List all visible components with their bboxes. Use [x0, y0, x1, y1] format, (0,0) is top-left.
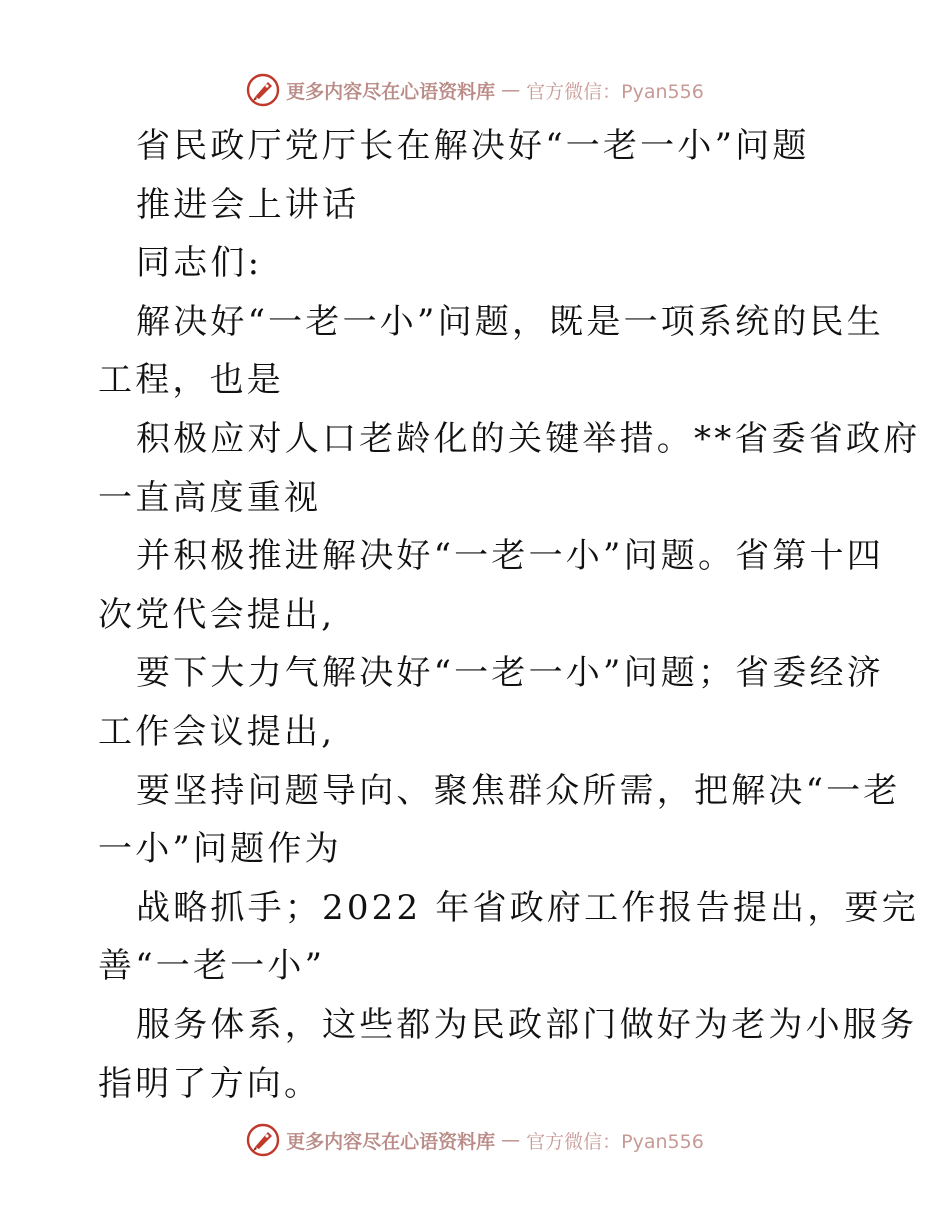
title-line-1: 省民政厅党厅长在解决好“一老一小”问题: [136, 126, 810, 166]
watermark-dash: —: [501, 79, 521, 101]
header-watermark: [0, 70, 950, 110]
title-line-2: 推进会上讲话: [136, 184, 360, 225]
paragraph-line: 并积极推进解决好“一老一小”问题。省第十四: [136, 536, 884, 577]
pen-nib-logo-icon: [246, 73, 280, 107]
footer-watermark: [0, 1120, 950, 1160]
paragraph-line: 一直高度重视: [98, 477, 322, 518]
paragraph-line: 服务体系，这些都为民政部门做好为老为小服务: [136, 1004, 918, 1045]
watermark-brand-text: 更多内容尽在心语资料库: [286, 1130, 496, 1153]
salutation: 同志们:: [136, 243, 263, 284]
paragraph-line: 指明了方向。: [98, 1063, 322, 1104]
paragraph-line: 积极应对人口老龄化的关键举措。**省委省政府: [136, 418, 921, 459]
watermark-brand-text: 更多内容尽在心语资料库: [286, 80, 496, 103]
paragraph-line: 要坚持问题导向、聚焦群众所需，把解决“一老: [136, 770, 901, 811]
paragraph-line: 解决好“一老一小”问题，既是一项系统的民生: [136, 301, 884, 342]
watermark-wechat-text: 官方微信：Pyan556: [526, 1130, 704, 1153]
watermark-wechat-text: 官方微信：Pyan556: [526, 80, 704, 103]
paragraph-line: 善“一老一小”: [98, 946, 326, 987]
pen-nib-logo-icon: [246, 1123, 280, 1157]
paragraph-line: 一小”问题作为: [98, 829, 342, 870]
paragraph-line: 工作会议提出,: [98, 711, 336, 752]
paragraph-line: 要下大力气解决好“一老一小”问题；省委经济: [136, 653, 884, 694]
paragraph-line: 次党代会提出,: [98, 594, 336, 635]
watermark-dash: —: [501, 1129, 521, 1151]
paragraph-line: 工程，也是: [98, 360, 284, 401]
paragraph-line: 战略抓手；2022 年省政府工作报告提出，要完: [136, 887, 919, 928]
document-body: [98, 117, 921, 1113]
